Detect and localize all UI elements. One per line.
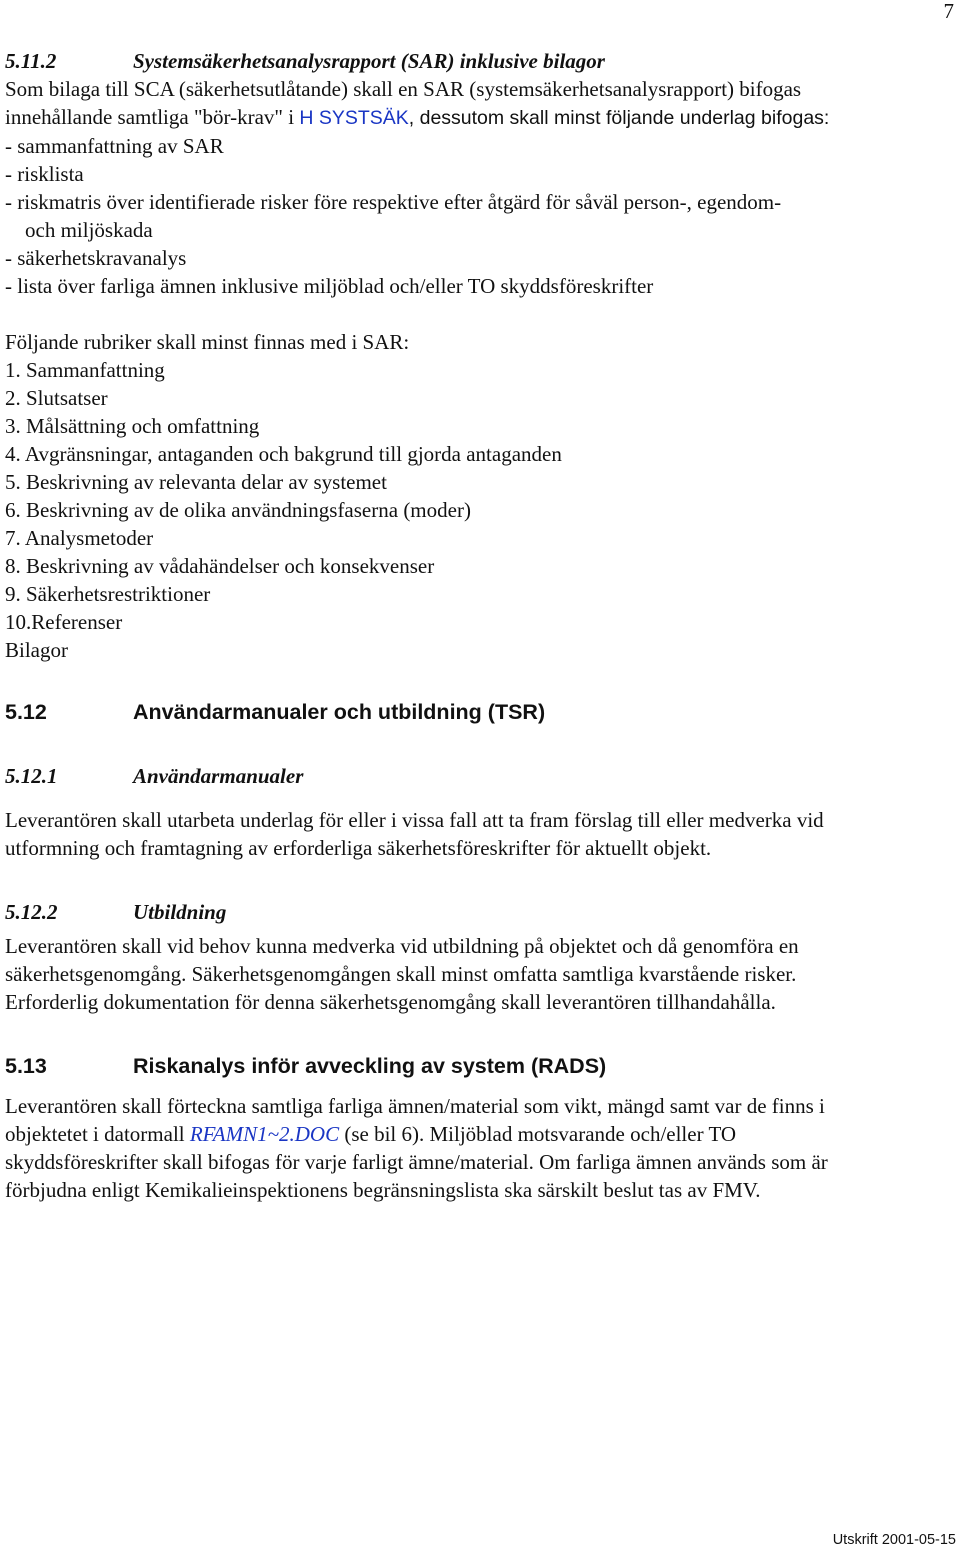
list-item: - lista över farliga ämnen inklusive miljöblad och/eller TO skyddsföreskrifter: [5, 274, 654, 298]
list-item: - säkerhetskravanalys: [5, 246, 187, 270]
h-systsak-link[interactable]: H SYSTSÄK: [299, 107, 409, 129]
section-heading-5-12: [5, 698, 950, 726]
section-number: 5.12.1: [5, 764, 58, 788]
rfamn-doc-link[interactable]: RFAMN1~2.DOC: [189, 1122, 340, 1146]
list-item: 7. Analysmetoder: [5, 526, 154, 550]
paragraph-line: Leverantören skall vid behov kunna medverka vid utbildning på objektet och då genomföra en: [5, 934, 799, 958]
paragraph-text: objektetet i datormall: [5, 1122, 190, 1146]
paragraph-line: skyddsföreskrifter skall bifogas för varje farligt ämne/material. Om farliga ämnen används som är: [5, 1150, 828, 1174]
section-number: 5.13: [5, 1054, 47, 1078]
list-item-continuation: och miljöskada: [25, 218, 153, 242]
section-title: Riskanalys inför avveckling av system (RADS): [133, 1054, 607, 1078]
paragraph-line: [5, 1120, 950, 1148]
section-title: Användarmanualer: [133, 764, 304, 788]
sar-intro-text-post: , dessutom skall minst följande underlag bifogas:: [408, 107, 830, 129]
paragraph: [5, 932, 950, 1016]
rubriker-list: [5, 356, 950, 664]
section-title: Användarmanualer och utbildning (TSR): [133, 700, 546, 724]
list-item: - riskmatris över identifierade risker före respektive efter åtgärd för såväl person-, egendom-: [5, 190, 782, 214]
page-number: 7: [943, 0, 954, 23]
section-number: 5.12: [5, 700, 47, 724]
paragraph-line: Leverantören skall förteckna samtliga farliga ämnen/material som vikt, mängd samt var de finns i: [5, 1094, 825, 1118]
list-item: - risklista: [5, 162, 84, 186]
rubriker-intro: Följande rubriker skall minst finnas med i SAR:: [5, 330, 410, 354]
list-item: 5. Beskrivning av relevanta delar av systemet: [5, 470, 387, 494]
list-item: 6. Beskrivning av de olika användningsfaserna (moder): [5, 498, 471, 522]
document-body: [5, 47, 950, 1204]
paragraph-line: Leverantören skall utarbeta underlag för eller i vissa fall att ta fram förslag till eller medverka vid: [5, 808, 824, 832]
list-item: 4. Avgränsningar, antaganden och bakgrund till gjorda antaganden: [5, 442, 562, 466]
print-date-footer: Utskrift 2001-05-15: [832, 1532, 956, 1548]
section-title: Utbildning: [133, 900, 227, 924]
list-item: 10.Referenser: [5, 610, 123, 634]
list-item: 3. Målsättning och omfattning: [5, 414, 260, 438]
paragraph-line: förbjudna enligt Kemikalieinspektionens begränsningslista ska särskilt beslut tas av FMV.: [5, 1178, 761, 1202]
section-heading-5-11-2: [5, 47, 950, 75]
paragraph: [5, 806, 950, 862]
list-item: 8. Beskrivning av vådahändelser och konsekvenser: [5, 554, 435, 578]
section-heading-5-12-2: [5, 898, 950, 926]
list-item: Bilagor: [5, 638, 68, 662]
section-heading-5-13: [5, 1052, 950, 1080]
sar-intro-line-1: Som bilaga till SCA (säkerhetsutlåtande) skall en SAR (systemsäkerhetsanalysrapport) bifogas: [5, 77, 802, 101]
paragraph: [5, 1092, 950, 1204]
sar-intro-line-2: [5, 103, 950, 132]
paragraph-line: Erforderlig dokumentation för denna säkerhetsgenomgång skall leverantören tillhandahålla.: [5, 990, 776, 1014]
section-number: 5.11.2: [5, 49, 57, 73]
list-item: 1. Sammanfattning: [5, 358, 165, 382]
section-number: 5.12.2: [5, 900, 58, 924]
list-item: 9. Säkerhetsrestriktioner: [5, 582, 211, 606]
paragraph-line: utformning och framtagning av erforderliga säkerhetsföreskrifter för aktuellt objekt.: [5, 836, 712, 860]
list-item: - sammanfattning av SAR: [5, 134, 224, 158]
sar-intro-text: innehållande samtliga "bör-krav" i: [5, 105, 300, 129]
section-title: Systemsäkerhetsanalysrapport (SAR) inklusive bilagor: [133, 49, 605, 73]
paragraph-text: (se bil 6). Miljöblad motsvarande och/eller TO: [339, 1122, 737, 1146]
list-item: 2. Slutsatser: [5, 386, 108, 410]
paragraph-line: säkerhetsgenomgång. Säkerhetsgenomgången skall minst omfatta samtliga kvarstående risker.: [5, 962, 797, 986]
section-heading-5-12-1: [5, 762, 950, 790]
